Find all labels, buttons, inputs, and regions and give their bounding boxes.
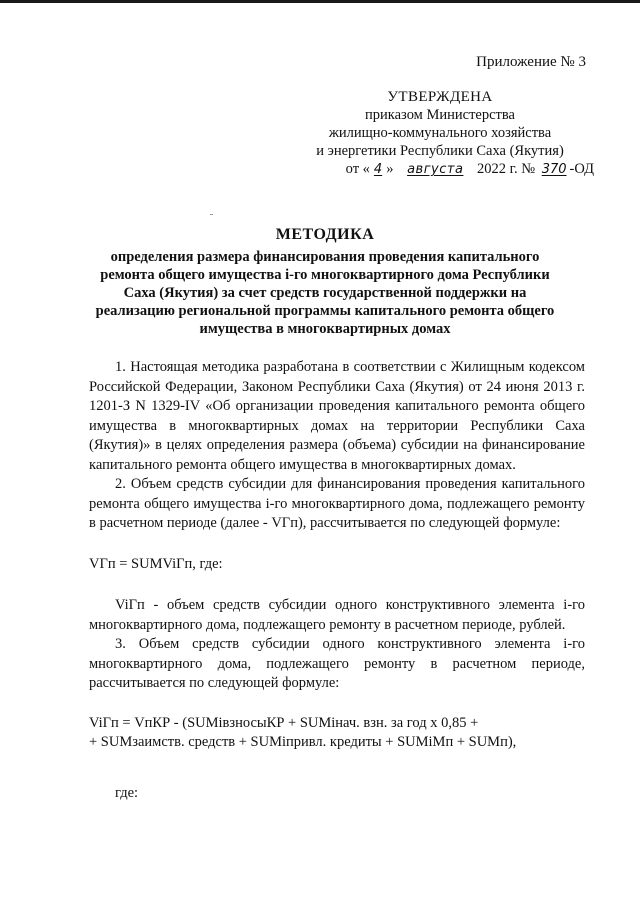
scan-mark xyxy=(210,214,213,215)
handwritten-order-number: 370 xyxy=(541,162,567,177)
subtitle-line: имущества в многоквартирных домах xyxy=(199,321,451,337)
subtitle-line: определения размера финансирования проведения капитального xyxy=(110,249,540,265)
approval-heading: УТВЕРЖДЕНА xyxy=(387,89,493,105)
document-subtitle xyxy=(90,248,560,338)
subtitle-line: Саха (Якутия) за счет средств государственной поддержки на xyxy=(123,285,527,301)
date-prefix: от « xyxy=(345,161,370,177)
order-suffix: -ОД xyxy=(569,161,594,177)
subtitle-line: реализацию региональной программы капитального ремонта общего xyxy=(95,303,555,319)
approval-line-2: жилищно-коммунального хозяйства xyxy=(328,125,552,141)
formula-element-line-2: + SUMзаимств. средств + SUMiпривл. кредиты + SUMiМп + SUMп), xyxy=(89,734,517,750)
formula-element-line-1: ViГп = VпКР - (SUMiвзносыКР + SUMiнач. взн. за год x 0,85 + xyxy=(89,714,479,731)
date-year: 2022 г. № xyxy=(477,161,536,177)
handwritten-day: 4 xyxy=(373,162,383,177)
page-top-edge xyxy=(0,0,640,3)
approval-date-line xyxy=(280,160,600,179)
approval-line-3: и энергетики Республики Саха (Якутия) xyxy=(316,143,564,159)
subtitle-line: ремонта общего имущества i-го многоквартирного дома Республики xyxy=(100,267,550,283)
handwritten-month: августа xyxy=(407,162,464,177)
document-body xyxy=(89,358,585,803)
document-title-block xyxy=(90,226,560,338)
paragraph-definition: ViГп - объем средств субсидии одного конструктивного элемента i-го многоквартирного дома, подлежащего ремонту в расчетном периоде, рублей. xyxy=(89,597,585,633)
paragraph-3: 3. Объем средств субсидии одного конструктивного элемента i-го многоквартирного дома, подлежащего ремонту в расчетном периоде, рассчитывается по следующей формуле: xyxy=(89,636,585,691)
approval-line-1: приказом Министерства xyxy=(365,107,515,123)
document-title: МЕТОДИКА xyxy=(275,226,375,243)
formula-total: VГп = SUMViГп, где: xyxy=(89,555,223,572)
date-mid: » xyxy=(386,161,394,177)
paragraph-1: 1. Настоящая методика разработана в соответствии с Жилищным кодексом Российской Федерации, Законом Республики Саха (Якутия) от 24 июня 2013 г. 1201-З N 1329-IV «Об организации проведения капитального ремонта общего имущества в многоквартирных домах на территории Республики Саха (Якутия)» в целях определения размера (объема) субсидии на финансирование капитального ремонта общего имущества в многоквартирных домах. xyxy=(89,359,585,473)
appendix-number: Приложение № 3 xyxy=(476,54,586,70)
paragraph-2: 2. Объем средств субсидии для финансирования проведения капитального ремонта общего имущества i-го многоквартирного дома, подлежащего ремонту в расчетном периоде (далее - VГп), рассчитывается по следующей формуле: xyxy=(89,476,585,531)
where-label: где: xyxy=(115,784,139,801)
approval-block xyxy=(280,88,600,179)
